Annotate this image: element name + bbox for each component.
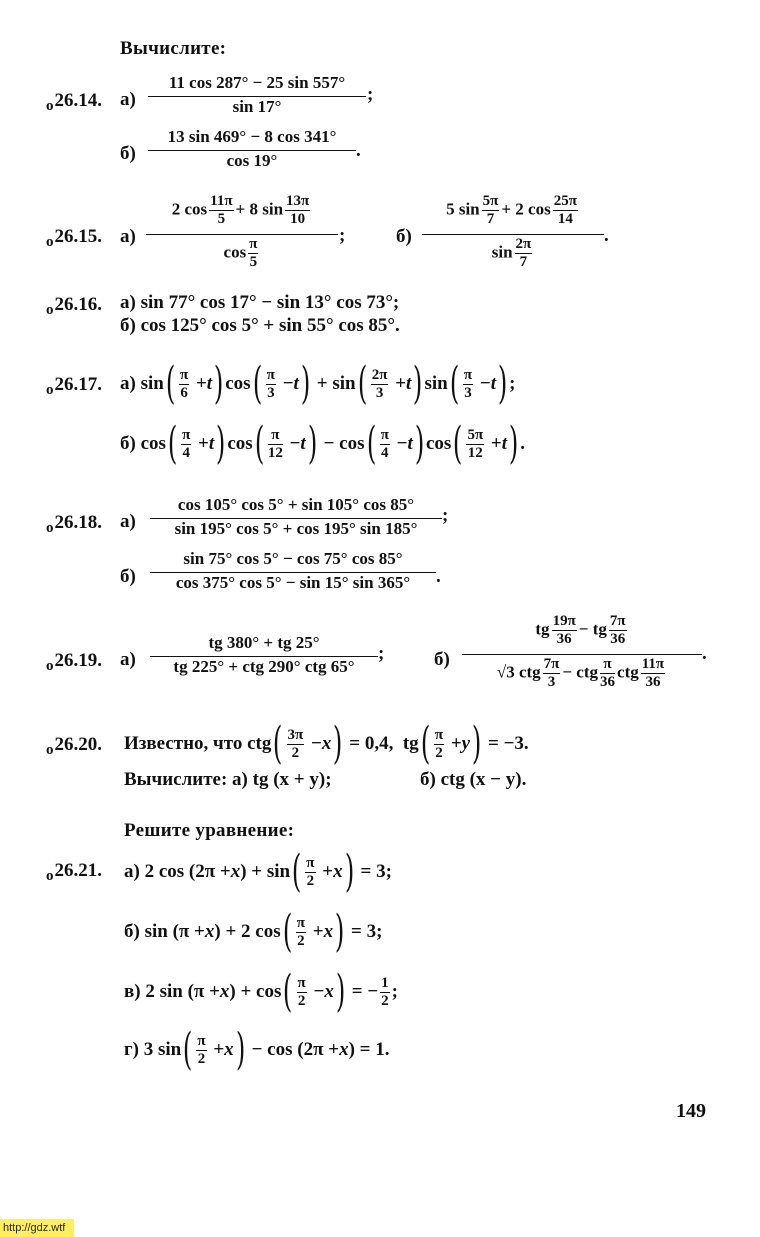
fraction-numerator: 11 cos 287° − 25 sin 557° — [168, 73, 346, 92]
part-label-b: б) — [120, 143, 136, 164]
punctuation: . — [702, 643, 707, 664]
problem-26-20-line2b: б) ctg (x − y). — [420, 769, 527, 790]
fraction-numerator: 13 sin 469° − 8 cos 341° — [167, 127, 337, 146]
fraction-denominator: sin 17° — [232, 97, 282, 116]
problem-number-26-15: $_о$26.15. — [46, 226, 102, 250]
problem-number-26-16: $_о$26.16. — [46, 294, 102, 318]
problem-26-21-v: в) 2 sin (π + x ) + cos ( π 2 − x ) = − 1 2 ; — [124, 966, 398, 1017]
problem-number-26-20: $_о$26.20. — [46, 734, 102, 758]
fraction-26-14-a — [148, 72, 366, 118]
part-label-a: а) — [120, 226, 136, 247]
problem-26-17-b: б) cos ( π 4 + t ) cos ( π 12 − t ) − cos ( π 4 − t ) cos ( 5π 12 + t ) . — [120, 418, 525, 469]
fraction-numerator: tg $\frac{19\pi}{36}$ − tg $\frac{7\pi}{36}$ — [535, 613, 626, 647]
punctuation: . — [436, 566, 441, 587]
problem-number-26-18: $_о$26.18. — [46, 512, 102, 536]
fraction-26-19-a — [150, 632, 378, 678]
fraction-denominator: sin $\frac{2\pi}{7}$ — [491, 236, 532, 270]
problem-number-26-21: $_о$26.21. — [46, 860, 102, 884]
part-label-b: б) — [120, 433, 136, 454]
problem-26-20-line2: Вычислите: а) tg (x + y); — [124, 769, 332, 790]
punctuation: ; — [339, 225, 346, 246]
fraction-denominator: tg 225° + ctg 290° ctg 65° — [173, 657, 355, 676]
part-label-a: а) — [120, 89, 136, 110]
problem-26-21-a: а) 2 cos (2π + x ) + sin ( π 2 + x ) = 3; — [124, 846, 392, 897]
fraction-26-18-a — [150, 494, 442, 540]
fraction-26-15-b — [422, 194, 604, 280]
part-label-a: а) — [120, 649, 136, 670]
problem-number-26-19: $_о$26.19. — [46, 650, 102, 674]
fraction-denominator: cos 19° — [226, 151, 278, 170]
punctuation: . — [356, 140, 361, 161]
problem-26-21-g: г) 3 sin ( π 2 + x ) − cos (2π + x ) = 1. — [124, 1024, 390, 1075]
fraction-26-14-b — [148, 126, 356, 172]
fraction-numerator: tg 380° + tg 25° — [208, 633, 320, 652]
fraction-bar — [146, 234, 338, 235]
fraction-denominator: cos 375° cos 5° − sin 15° sin 365° — [175, 573, 411, 592]
punctuation: ; — [367, 84, 374, 105]
fraction-bar — [462, 654, 702, 655]
problem-26-16-b: б) cos 125° cos 5° + sin 55° cos 85°. — [120, 315, 400, 336]
punctuation: ; — [378, 643, 385, 664]
fraction-denominator: √3 ctg $\frac{7\pi}{3}$ − ctg $\frac{\pi}{36}$ ctg $\frac{11\pi}{36}$ — [496, 656, 665, 690]
section-heading-compute: Вычислите: — [120, 38, 227, 59]
problem-26-16-a: а) sin 77° cos 17° − sin 13° cos 73°; — [120, 292, 400, 313]
punctuation: . — [604, 225, 609, 246]
fraction-26-15-a — [146, 194, 338, 280]
punctuation: ; — [442, 505, 449, 526]
fraction-26-18-b — [150, 548, 436, 594]
problem-number-26-14: $_о$26.14. — [46, 90, 102, 114]
fraction-denominator: sin 195° cos 5° + cos 195° sin 185° — [174, 519, 418, 538]
fraction-numerator: sin 75° cos 5° − cos 75° cos 85° — [183, 549, 403, 568]
problem-26-21-b: б) sin (π + x ) + 2 cos ( π 2 + x ) = 3; — [124, 906, 383, 957]
section-heading-solve: Решите уравнение: — [124, 820, 295, 841]
problem-26-20-line1: Известно, что ctg ( 3π 2 − x ) = 0,4, tg ( π 2 + y ) = −3. — [124, 718, 529, 769]
source-link[interactable]: http://gdz.wtf — [0, 1219, 74, 1237]
page-number: 149 — [676, 1100, 706, 1122]
fraction-bar — [422, 234, 604, 235]
part-label-a: а) — [120, 373, 136, 394]
fraction-numerator: cos 105° cos 5° + sin 105° cos 85° — [177, 495, 415, 514]
fraction-26-19-b — [462, 614, 702, 700]
part-label-b: б) — [396, 226, 412, 247]
part-label-b: б) — [120, 566, 136, 587]
fraction-numerator: 5 sin $\frac{5\pi}{7}$ + 2 cos $\frac{25\pi}{14}$ — [446, 193, 577, 227]
part-label-a: а) — [120, 511, 136, 532]
fraction-denominator: cos $\frac{\pi}{5}$ — [223, 236, 258, 270]
part-label-b: б) — [434, 649, 450, 670]
problem-26-17-a: а) sin ( π 6 + t ) cos ( π 3 − t ) + sin ( 2π 3 + t ) sin ( π 3 − t ) ; — [120, 358, 516, 409]
problem-number-26-17: $_о$26.17. — [46, 374, 102, 398]
fraction-numerator: 2 cos $\frac{11\pi}{5}$ + 8 sin $\frac{13\pi}{10}$ — [171, 193, 310, 227]
